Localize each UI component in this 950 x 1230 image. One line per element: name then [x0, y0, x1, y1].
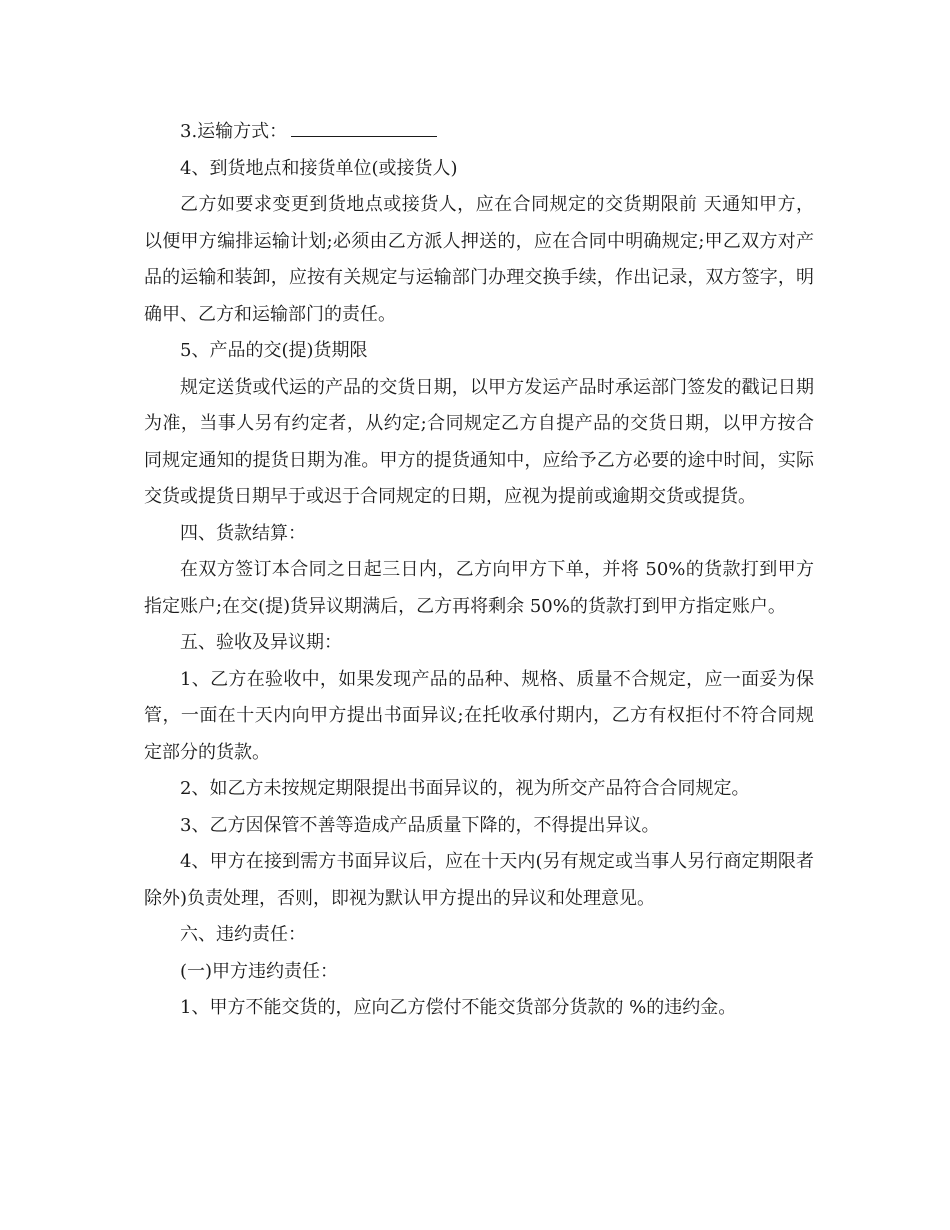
document-body [144, 114, 814, 1027]
transport-method-blank [291, 118, 437, 137]
party-a-liability-clause-1: 1、甲方不能交货的，应向乙方偿付不能交货部分货款的 %的违约金。 [180, 997, 737, 1018]
delivery-period-heading: 5、产品的交(提)货期限 [180, 340, 368, 361]
payment-settlement-paragraph: 在双方签订本合同之日起三日内，乙方向甲方下单，并将 50%的货款打到甲方指定账户;在交(提)货异议期满后，乙方再将剩余 50%的货款打到甲方指定账户。 [144, 559, 814, 617]
payment-settlement-heading: 四、货款结算： [180, 522, 306, 544]
inspection-clause-4: 4、甲方在接到需方书面异议后，应在十天内(另有规定或当事人另行商定期限者除外)负责处理，否则，即视为默认甲方提出的异议和处理意见。 [144, 851, 814, 909]
delivery-date-paragraph: 规定送货或代运的产品的交货日期，以甲方发运产品时承运部门签发的戳记日期为准，当事人另有约定者，从约定;合同规定乙方自提产品的交货日期，以甲方按合同规定通知的提货日期为准。甲方的提货通知中，应给予乙方必要的途中时间，实际交货或提货日期早于或迟于合同规定的日期，应视为提前或逾期交货或提货。 [144, 376, 814, 507]
inspection-heading: 五、验收及异议期： [180, 632, 342, 653]
transport-method-label: 3.运输方式： [180, 121, 288, 142]
inspection-clause-1: 1、乙方在验收中，如果发现产品的品种、规格、质量不合规定，应一面妥为保管，一面在十天内向甲方提出书面异议;在托收承付期内，乙方有权拒付不符合同规定部分的货款。 [144, 668, 814, 763]
transport-method-line [144, 114, 814, 151]
delivery-change-paragraph: 乙方如要求变更到货地点或接货人，应在合同规定的交货期限前 天通知甲方，以便甲方编排运输计划;必须由乙方派人押送的，应在合同中明确规定;甲乙双方对产品的运输和装卸，应按有关规定与运输部门办理交换手续，作出记录，双方签字，明确甲、乙方和运输部门的责任。 [144, 194, 814, 325]
inspection-clause-3: 3、乙方因保管不善等造成产品质量下降的，不得提出异议。 [180, 814, 660, 836]
delivery-location-heading: 4、到货地点和接货单位(或接货人) [180, 157, 458, 179]
inspection-clause-2: 2、如乙方未按规定期限提出书面异议的，视为所交产品符合合同规定。 [180, 778, 750, 799]
party-a-liability-heading: (一)甲方违约责任： [180, 960, 339, 982]
liability-heading: 六、违约责任： [180, 924, 306, 945]
